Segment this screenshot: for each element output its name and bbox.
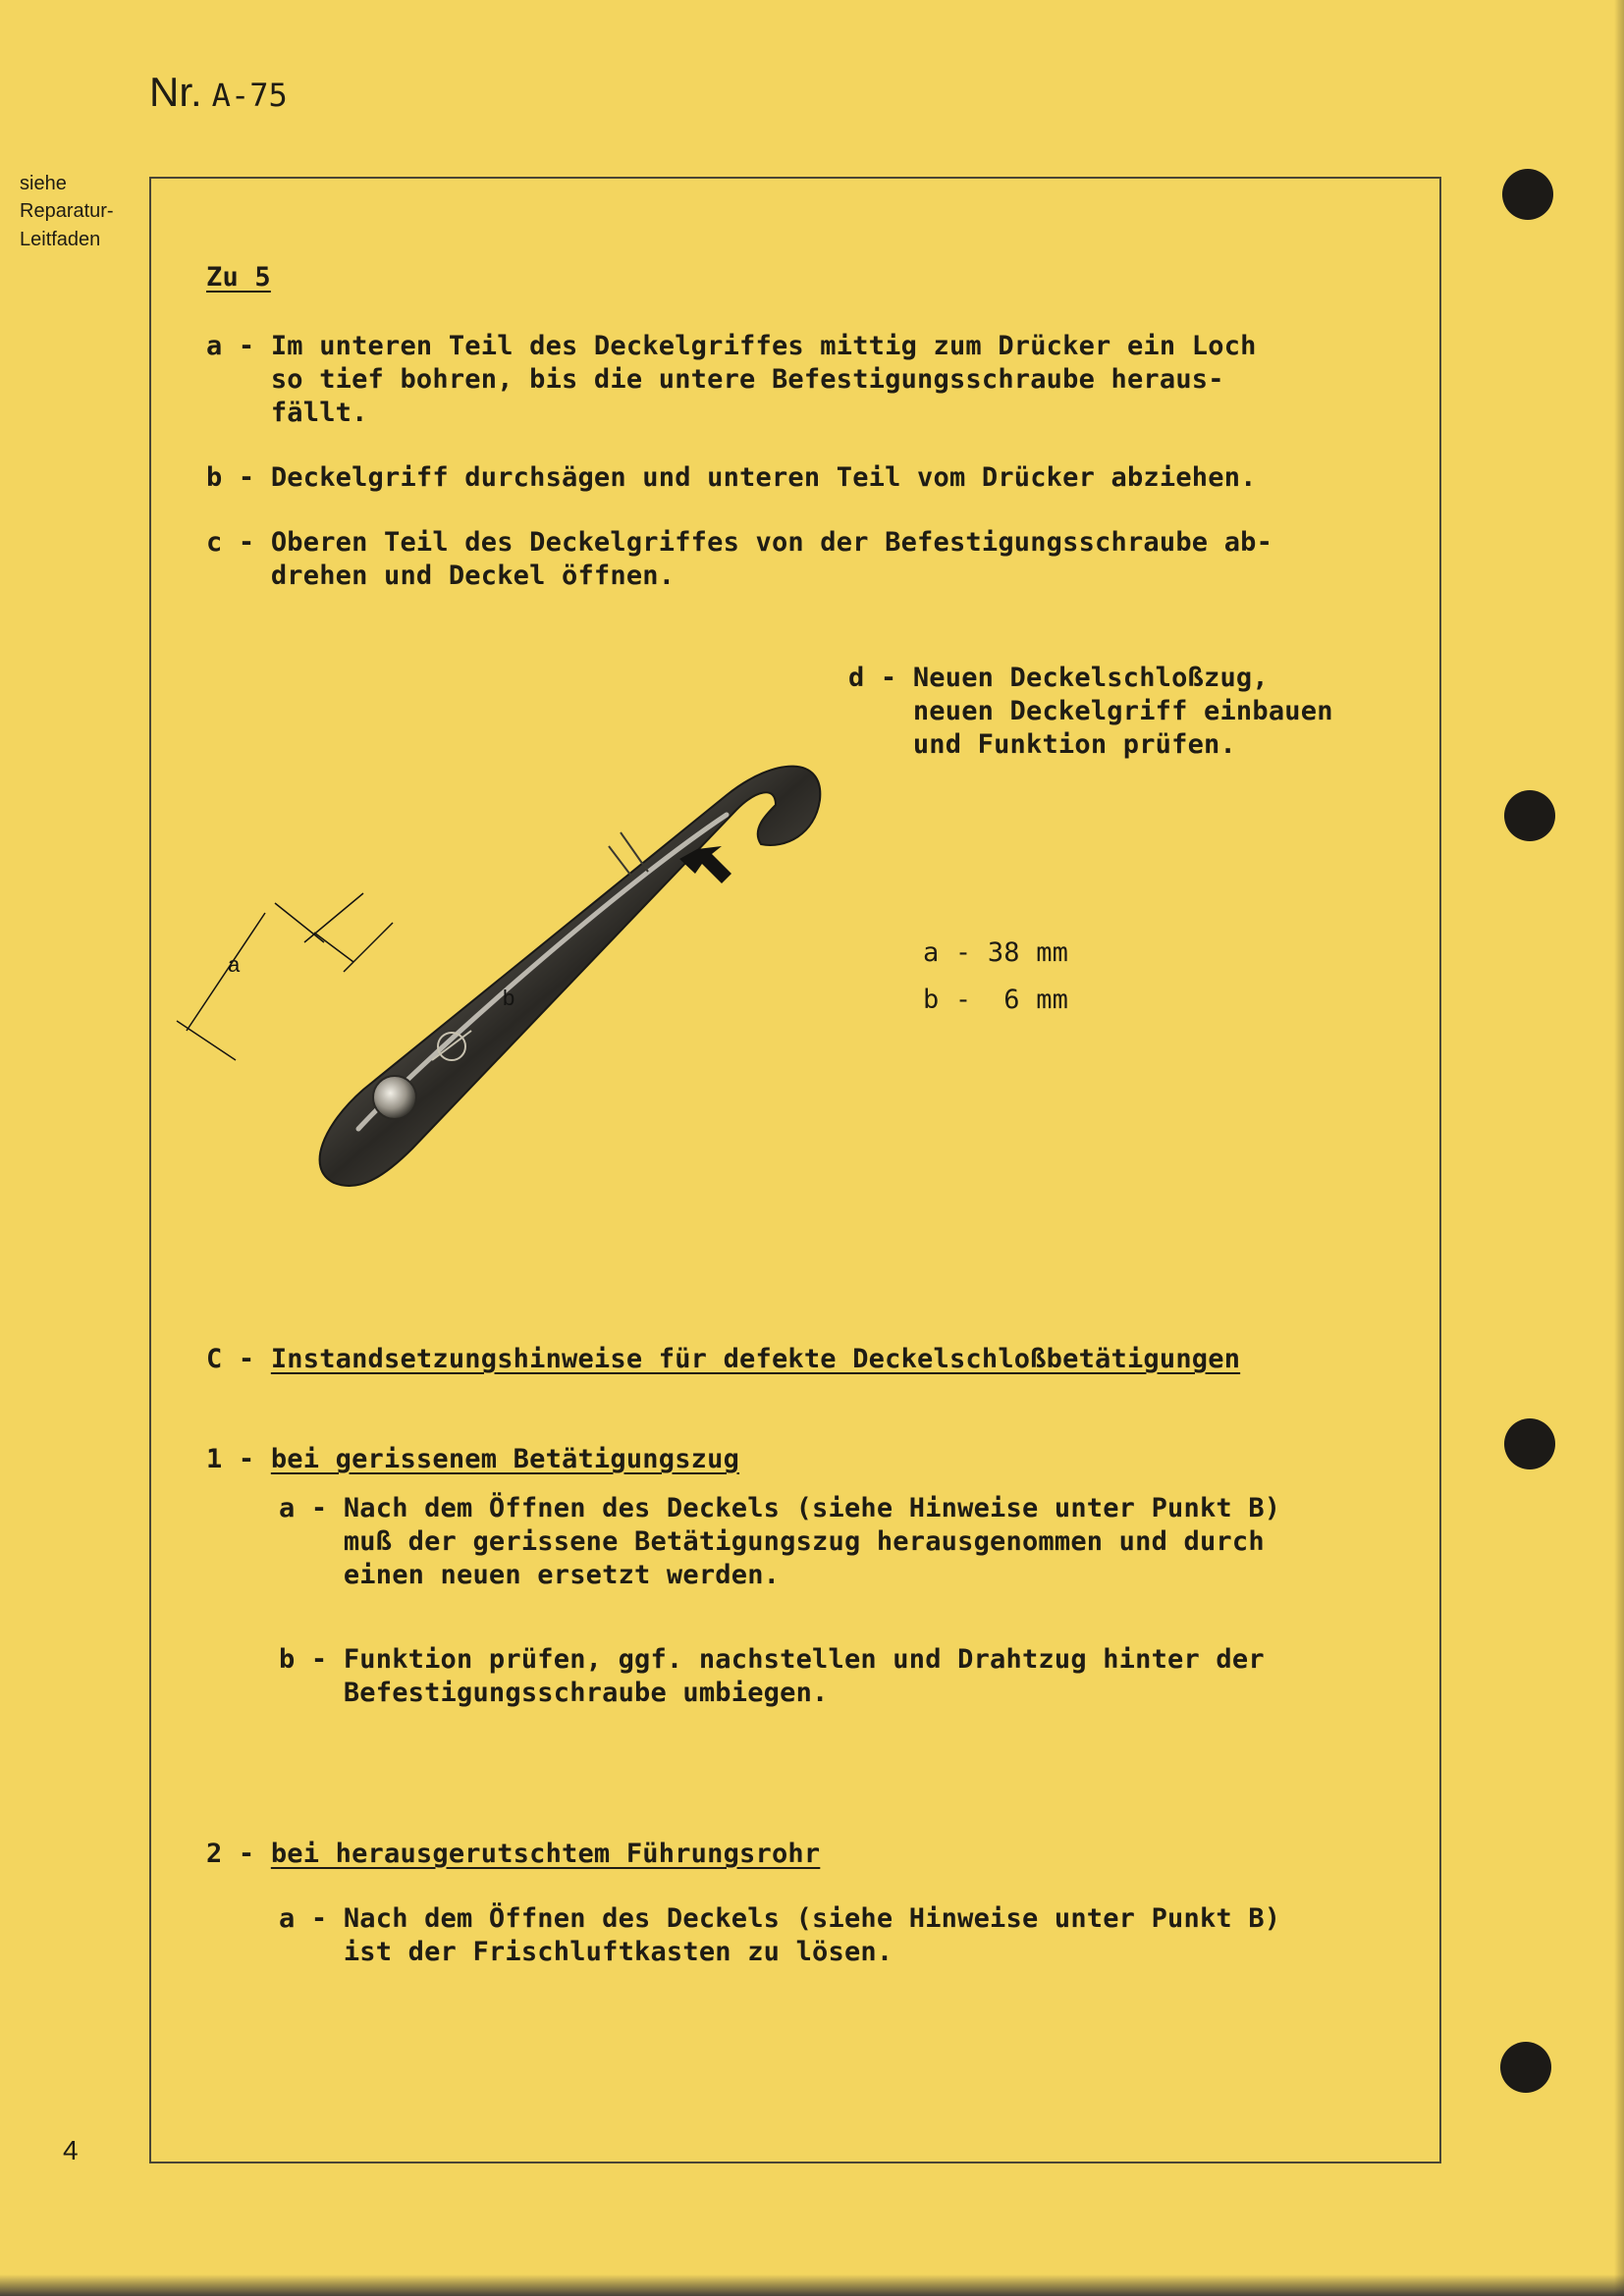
step-b-line: b - Deckelgriff durchsägen und unteren Teil vom Drücker abziehen. (206, 462, 1257, 493)
section-heading-zu5: Zu 5 (206, 262, 271, 293)
step-a-line: so tief bohren, bis die untere Befestigungsschraube heraus- (206, 364, 1224, 395)
page-edge-shadow (1614, 0, 1624, 2296)
item1-title: bei gerissenem Betätigungszug (270, 1444, 740, 1474)
section-c-title: Instandsetzungshinweise für defekte Deckelschloßbetätigungen (270, 1344, 1241, 1374)
figure-label-b: b (503, 986, 515, 1010)
item2-heading (206, 1838, 820, 1871)
item1-heading (206, 1443, 739, 1476)
step-d-line: neuen Deckelgriff einbauen (848, 696, 1333, 726)
step-d-line: d - Neuen Deckelschloßzug, (848, 663, 1269, 693)
document-number-prefix: Nr. (149, 69, 202, 115)
item2-a-line: a - Nach dem Öffnen des Deckels (siehe Hinweise unter Punkt B) (279, 1903, 1281, 1934)
step-a-line: a - Im unteren Teil des Deckelgriffes mittig zum Drücker ein Loch (206, 331, 1257, 361)
handle-knob (373, 1076, 416, 1119)
document-number-value: A-75 (211, 77, 288, 114)
step-c-line: drehen und Deckel öffnen. (206, 561, 676, 591)
section-c-prefix: C - (206, 1344, 271, 1374)
measure-b: b - 6 mm (923, 985, 1069, 1015)
handle-body (320, 767, 821, 1186)
step-d-line: und Funktion prüfen. (848, 729, 1236, 760)
binder-hole (1502, 169, 1553, 220)
side-reference-note (20, 170, 137, 253)
dimension-extension-b (344, 923, 393, 972)
dimension-extension (275, 903, 324, 942)
binder-hole (1504, 790, 1555, 841)
handle-photo (228, 736, 854, 1227)
page-number: 4 (63, 2135, 79, 2165)
page-bottom-edge (0, 2274, 1624, 2296)
cut-line (609, 846, 633, 879)
step-c-line: c - Oberen Teil des Deckelgriffes von der Befestigungsschraube ab- (206, 527, 1273, 558)
item1-b-line: Befestigungsschraube umbiegen. (279, 1678, 829, 1708)
section-c-heading (206, 1343, 1240, 1376)
item2-a-line: ist der Frischluftkasten zu lösen. (279, 1937, 893, 1967)
item1-a-line: einen neuen ersetzt werden. (279, 1560, 781, 1590)
figure-label-a: a (228, 952, 241, 977)
dimension-line-b (314, 933, 353, 962)
measure-a: a - 38 mm (923, 937, 1069, 968)
item1-a-line: muß der gerissene Betätigungszug herausgenommen und durch (279, 1526, 1265, 1557)
dimension-extension-b (304, 893, 363, 942)
side-note-line: Reparatur- (20, 200, 114, 223)
item2-prefix: 2 - (206, 1839, 271, 1869)
binder-hole (1500, 2042, 1551, 2093)
item1-b-line: b - Funktion prüfen, ggf. nachstellen und Drahtzug hinter der (279, 1644, 1265, 1675)
step-a-line: fällt. (206, 398, 368, 428)
item2-title: bei herausgerutschtem Führungsrohr (270, 1839, 821, 1869)
binder-hole (1504, 1418, 1555, 1469)
side-note-line: Leitfaden (20, 228, 101, 250)
item1-prefix: 1 - (206, 1444, 271, 1474)
document-number (149, 69, 288, 116)
item1-a-line: a - Nach dem Öffnen des Deckels (siehe Hinweise unter Punkt B) (279, 1493, 1281, 1523)
side-note-line: siehe (20, 173, 67, 194)
